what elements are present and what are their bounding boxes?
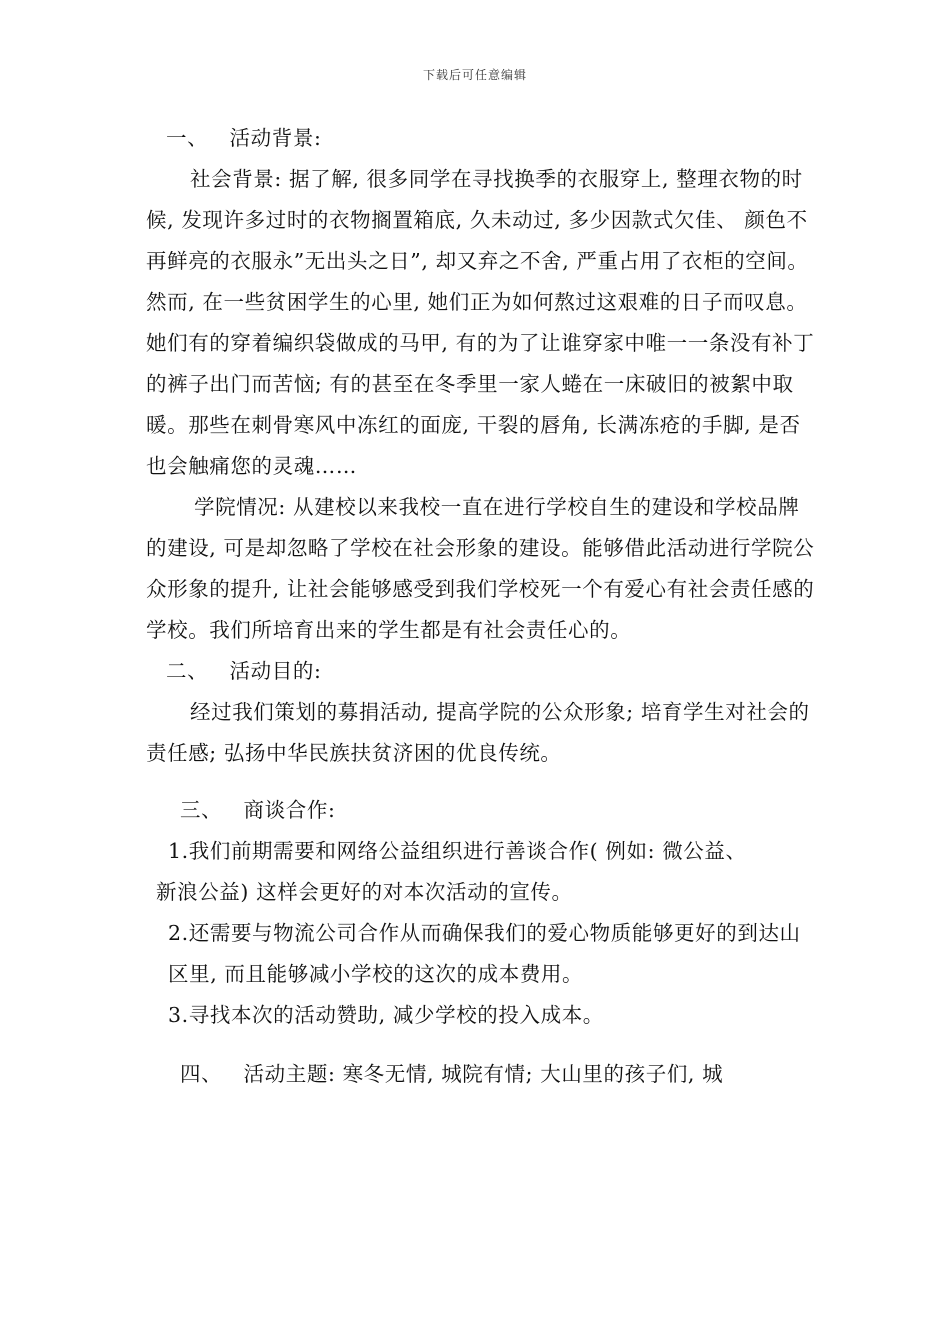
list-item-cooperation-1-continued: 新浪公益) 这样会更好的对本次活动的宣传。 — [156, 880, 573, 904]
section-heading-cooperation: 三、 商谈合作: — [180, 798, 336, 822]
paragraph-purpose: 经过我们策划的募捐活动, 提高学院的公众形象; 培育学生对社会的责任感; 弘扬中华民族扶贫济困的优良传统。 — [146, 700, 810, 765]
list-item-cooperation-3: 3.寻找本次的活动赞助, 减少学校的投入成本。 — [168, 1003, 604, 1027]
list-item-cooperation-2: 2.还需要与物流公司合作从而确保我们的爱心物质能够更好的到达山区里, 而且能够减小学校的这次的成本费用。 — [168, 921, 801, 986]
paragraph-college-situation: 学院情况: 从建校以来我校一直在进行学校自生的建设和学校品牌的建设, 可是却忽略了学校在社会形象的建设。能够借此活动进行学院公众形象的提升, 让社会能够感受到我们学校死一个有爱心有社会责任感的学校。我们所培育出来的学生都是有社会责任心的。 — [146, 495, 815, 642]
list-item-cooperation-1: 1.我们前期需要和网络公益组织进行善谈合作( 例如: 微公益、 — [168, 839, 747, 863]
section-heading-background: 一、 活动背景: — [166, 126, 322, 150]
section-heading-theme: 四、 活动主题: 寒冬无情, 城院有情; 大山里的孩子们, 城 — [180, 1062, 724, 1086]
page-header: 下载后可任意编辑 — [422, 68, 527, 82]
paragraph-social-background: 社会背景: 据了解, 很多同学在寻找换季的衣服穿上, 整理衣物的时候, 发现许多过时的衣物搁置箱底, 久未动过, 多少因款式欠佳、 颜色不再鲜亮的衣服永”无出头之日”, 却又弃之不舍, 严重占用了衣柜的空间。然而, 在一些贫困学生的心里, 她们正为如何熬过这艰难的日子而叹息。她们有的穿着编织袋做成的马甲, 有的为了让谁穿家中唯一一条没有补丁的裤子出门而苦恼; 有的甚至在冬季里一家人蜷在一床破旧的被絮中取暖。那些在刺骨寒风中冻红的面庞, 干裂的唇角, 长满冻疮的手脚, 是否也会触痛您的灵魂…… — [146, 167, 815, 478]
document-body — [146, 118, 816, 1095]
section-heading-purpose: 二、 活动目的: — [166, 659, 322, 683]
